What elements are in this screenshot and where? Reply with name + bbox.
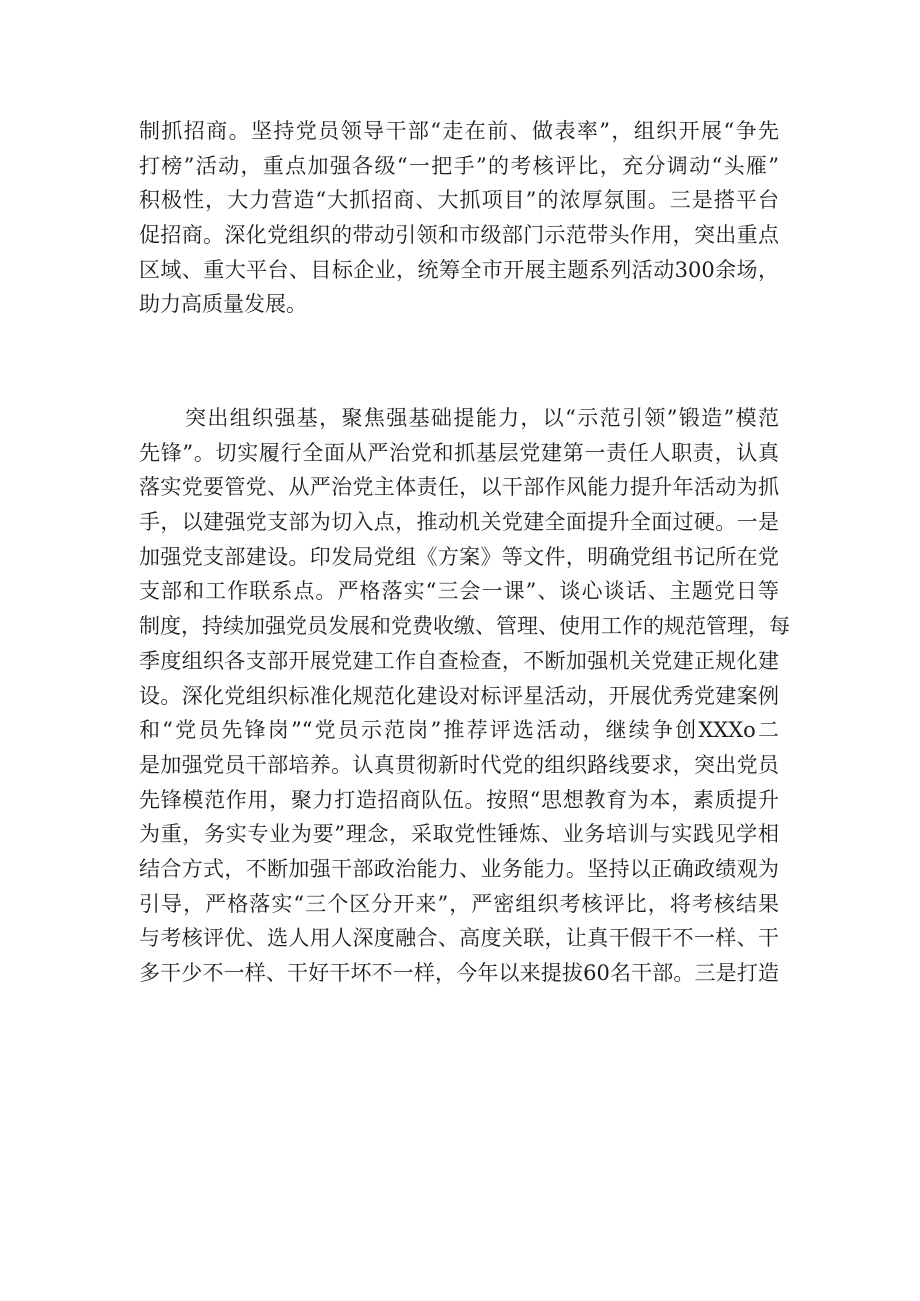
text-line: 为重，务实专业为要”理念，采取党性锤炼、业务培训与实践见学相 [139,822,779,847]
text-line: 促招商。深化党组织的带动引领和市级部门示范带头作用，突出重点 [139,223,779,248]
text-line: 打榜”活动，重点加强各级“一把手”的考核评比，充分调动“头雁” [139,153,779,178]
text-line: 多干少不一样、干好干坏不一样，今年以来提拔60名干部。三是打造 [139,961,779,985]
text-line: 与考核评优、选人用人深度融合、高度关联，让真干假干不一样、干 [139,926,779,951]
text-line: 支部和工作联系点。严格落实“三会一课”、谈心谈话、主题党日等 [139,579,779,604]
text-line: 和“党员先锋岗”“党员示范岗”推荐评选活动，继续争创XXXo二 [139,718,779,743]
text-line: 落实党要管党、从严治党主体责任，以干部作风能力提升年活动为抓 [139,475,779,500]
text-line: 助力高质量发展。 [139,292,307,317]
text-line: 制抓招商。坚持党员领导干部“走在前、做表率”，组织开展“争先 [139,119,779,143]
paragraph-2 [139,401,790,991]
text-line: 手，以建强党支部为切入点，推动机关党建全面提升全面过硬。一是 [139,510,779,535]
text-line: 先锋”。切实履行全面从严治党和抓基层党建第一责任人职责，认真 [139,440,779,465]
text-line: 设。深化党组织标准化规范化建设对标评星活动，开展优秀党建案例 [139,683,779,708]
text-line: 季度组织各支部开展党建工作自查检查，不断加强机关党建正规化建 [139,648,779,673]
text-line: 是加强党员干部培养。认真贯彻新时代党的组织路线要求，突出党员 [139,752,779,777]
text-line: 突出组织强基，聚焦强基础提能力，以“示范引领”锻造”模范 [185,406,779,430]
text-line: 加强党支部建设。印发局党组《方案》等文件，明确党组书记所在党 [139,544,779,569]
text-line: 先锋模范作用，聚力打造招商队伍。按照“思想教育为本，素质提升 [139,787,779,812]
text-line: 区域、重大平台、目标企业，统筹全市开展主题系列活动300余场， [139,257,779,282]
text-line: 结合方式，不断加强干部政治能力、业务能力。坚持以正确政绩观为 [139,856,779,881]
text-line: 引导，严格落实“三个区分开来”，严密组织考核评比，将考核结果 [139,891,779,916]
paragraph-1 [139,114,779,322]
text-line: 制度，持续加强党员发展和党费收缴、管理、使用工作的规范管理，每 [139,614,790,639]
text-line: 积极性，大力营造“大抓招商、大抓项目”的浓厚氛围。三是搭平台 [139,188,779,213]
